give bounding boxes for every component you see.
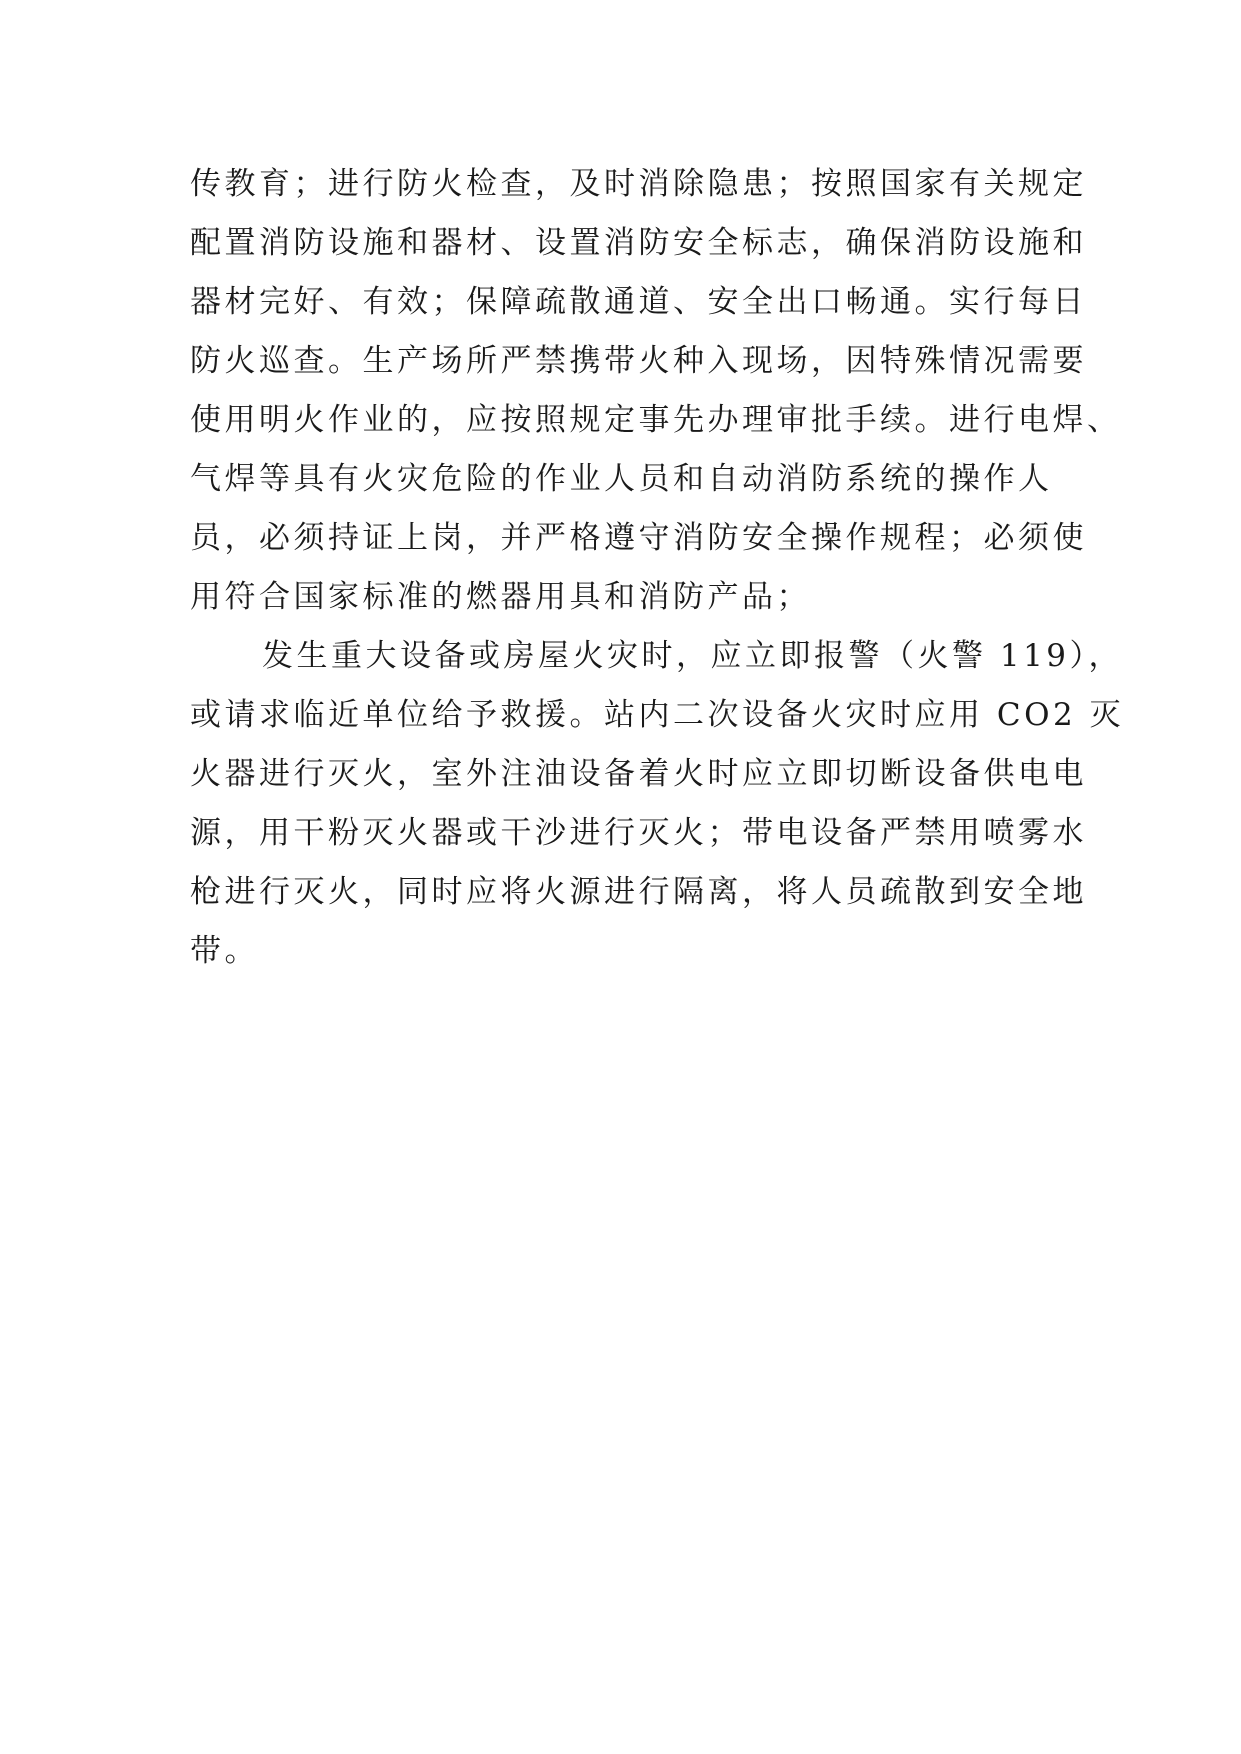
paragraph-line: 发生重大设备或房屋火灾时，应立即报警（火警 119）， xyxy=(262,638,1124,674)
paragraph-line: 使用明火作业的，应按照规定事先办理审批手续。进行电焊、 xyxy=(190,402,1122,438)
paragraph-line: 防火巡查。生产场所严禁携带火种入现场，因特殊情况需要 xyxy=(190,343,1087,379)
paragraph-line: 配置消防设施和器材、设置消防安全标志，确保消防设施和 xyxy=(190,225,1087,261)
paragraph-line: 枪进行灭火，同时应将火源进行隔离，将人员疏散到安全地 xyxy=(190,874,1087,910)
paragraph-line: 火器进行灭火，室外注油设备着火时应立即切断设备供电电 xyxy=(190,756,1087,792)
paragraph-fire-prevention xyxy=(190,155,1122,627)
paragraph-fire-response xyxy=(190,627,1125,981)
paragraph-line: 带。 xyxy=(190,933,259,969)
paragraph-line: 器材完好、有效；保障疏散通道、安全出口畅通。实行每日 xyxy=(190,284,1087,320)
paragraph-line: 气焊等具有火灾危险的作业人员和自动消防系统的操作人 xyxy=(190,461,1053,497)
paragraph-line: 或请求临近单位给予救援。站内二次设备火灾时应用 CO2 灭 xyxy=(190,697,1125,733)
document-body xyxy=(190,155,1125,981)
paragraph-line: 员，必须持证上岗，并严格遵守消防安全操作规程；必须使 xyxy=(190,520,1087,556)
paragraph-line: 传教育；进行防火检查，及时消除隐患；按照国家有关规定 xyxy=(190,166,1087,202)
paragraph-line: 用符合国家标准的燃器用具和消防产品； xyxy=(190,579,811,615)
paragraph-line: 源，用干粉灭火器或干沙进行灭火；带电设备严禁用喷雾水 xyxy=(190,815,1087,851)
